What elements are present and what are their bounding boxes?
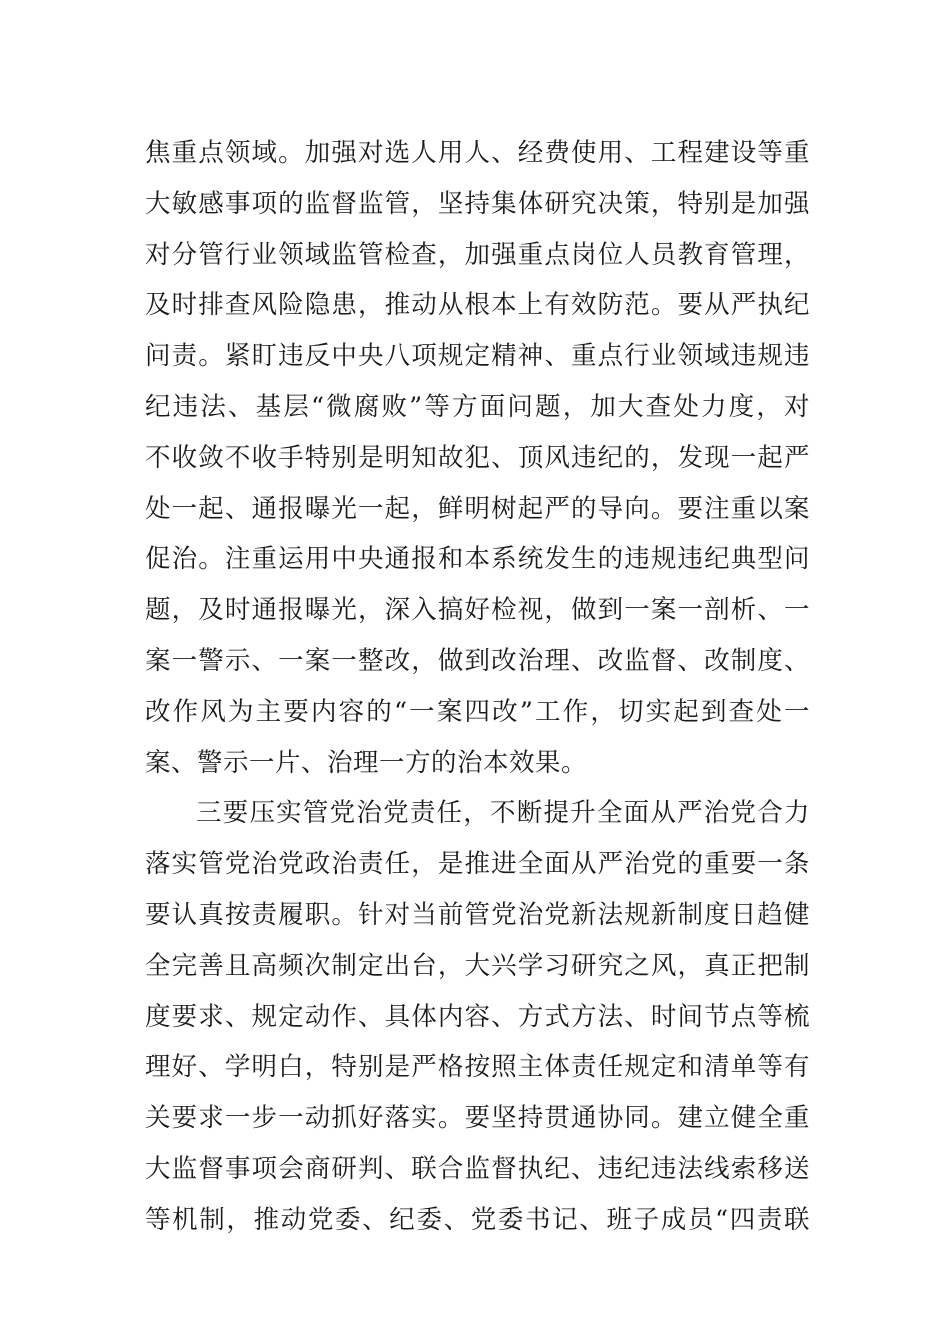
- text-line: 纪违法、基层“微腐败”等方面问题，加大查处力度，对: [145, 391, 810, 422]
- text-line: 及时排查风险隐患，推动从根本上有效防范。要从严执纪: [145, 290, 810, 321]
- text-line: 不收敛不收手特别是明知故犯、顶风违纪的，发现一起严: [145, 442, 810, 473]
- text-line: 处一起、通报曝光一起，鲜明树起严的导向。要注重以案: [145, 493, 810, 524]
- text-line: 大监督事项会商研判、联合监督执纪、违纪违法线索移送: [145, 1153, 810, 1184]
- text-line: 落实管党治党政治责任，是推进全面从严治党的重要一条: [145, 849, 810, 880]
- paragraph-end-line: 案、警示一片、治理一方的治本效果。: [145, 747, 588, 778]
- text-line: 要认真按责履职。针对当前管党治党新法规新制度日趋健: [145, 899, 810, 930]
- text-line: 理好、学明白，特别是严格按照主体责任规定和清单等有: [145, 1052, 810, 1083]
- text-line: 促治。注重运用中央通报和本系统发生的违规违纪典型问: [145, 544, 810, 575]
- text-line: 题，及时通报曝光，深入搞好检视，做到一案一剖析、一: [145, 595, 810, 626]
- body-text: [145, 128, 810, 1246]
- text-line: 全完善且高频次制定出台，大兴学习研究之风，真正把制: [145, 950, 810, 981]
- text-line: 对分管行业领域监管检查，加强重点岗位人员教育管理，: [145, 239, 810, 270]
- text-line: 改作风为主要内容的“一案四改”工作，切实起到查处一: [145, 696, 810, 727]
- section-heading-line: 三要压实管党治党责任，不断提升全面从严治党合力: [196, 798, 810, 829]
- text-line: 案一警示、一案一整改，做到改治理、改监督、改制度、: [145, 645, 810, 676]
- text-line: 焦重点领域。加强对选人用人、经费使用、工程建设等重: [145, 138, 810, 168]
- text-line: 大敏感事项的监督监管，坚持集体研究决策，特别是加强: [145, 188, 810, 219]
- text-line: 等机制，推动党委、纪委、党委书记、班子成员“四责联: [145, 1204, 810, 1235]
- text-line: 问责。紧盯违反中央八项规定精神、重点行业领域违规违: [145, 341, 810, 372]
- text-line: 关要求一步一动抓好落实。要坚持贯通协同。建立健全重: [145, 1103, 810, 1134]
- text-line: 度要求、规定动作、具体内容、方式方法、时间节点等梳: [145, 1001, 810, 1032]
